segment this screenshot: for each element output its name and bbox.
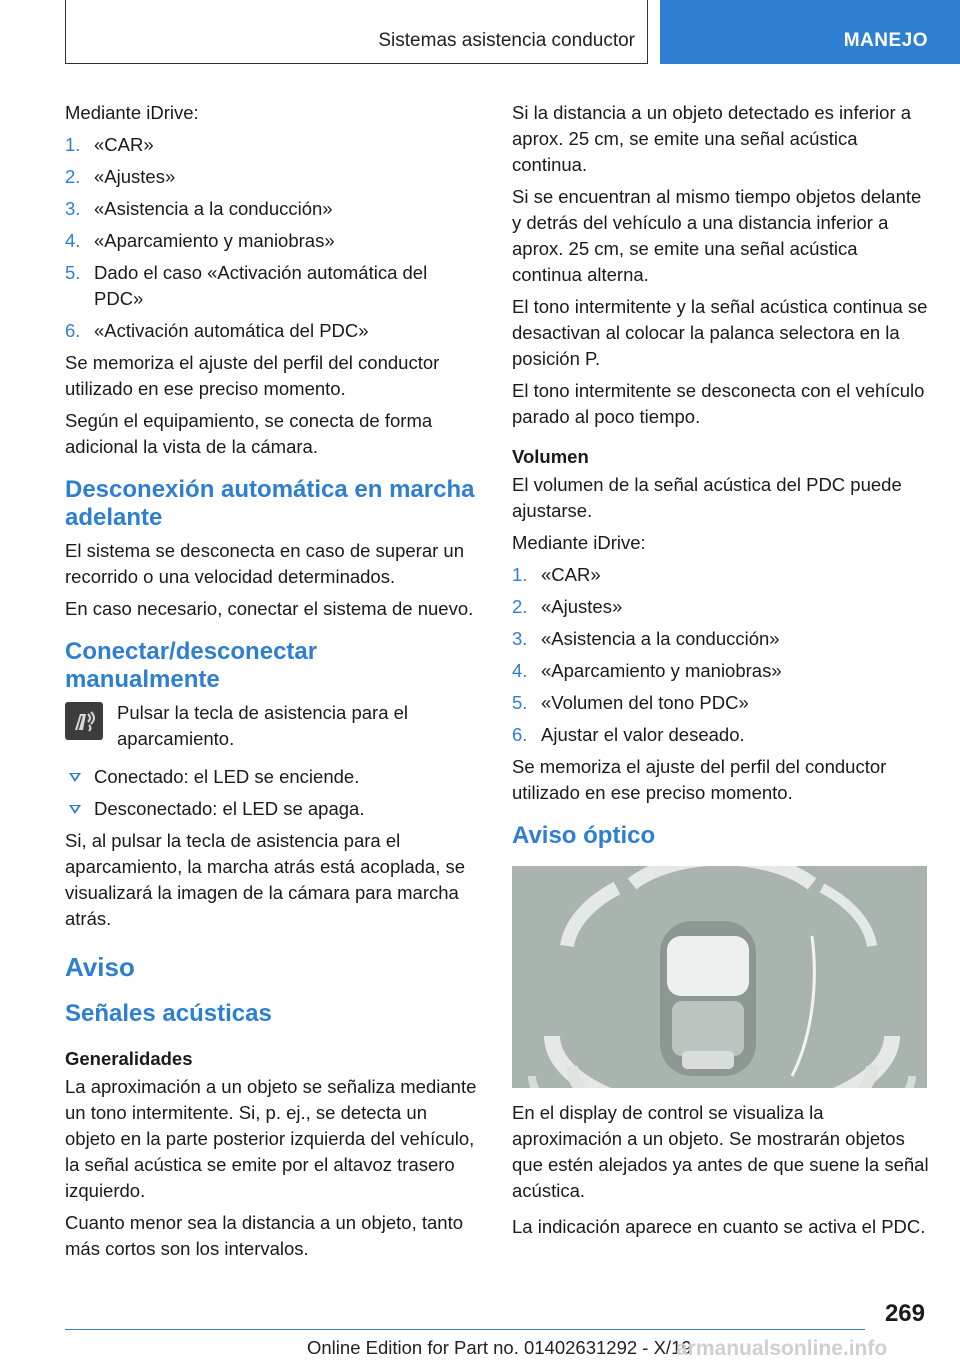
step-number: 4. (512, 660, 528, 681)
step-number: 6. (65, 320, 81, 341)
list-item (512, 626, 930, 652)
volume-text: El volumen de la señal acústica del PDC puede ajustarse. (512, 474, 902, 521)
display-text: En el display de control se visualiza la aproximación a un objeto. Se mostrarán objetos que estén alejados ya antes de que suene la señal acústica. (512, 1102, 929, 1201)
step-text: «Aparcamiento y maniobras» (94, 230, 335, 251)
heading-optic-warning: Aviso óptico (512, 822, 656, 849)
general-text-1: La aproximación a un objeto se señaliza mediante un tono intermitente. Si, p. ej., se detecta un objeto en la parte posterior izquierda del vehículo, la señal acústica se emite por el altavoz trasero izquierdo. (65, 1076, 477, 1201)
auto-off-text-2: En caso necesario, conectar el sistema de nuevo. (65, 598, 474, 619)
step-number: 2. (512, 596, 528, 617)
list-item (512, 562, 930, 588)
bullet-text: Conectado: el LED se enciende. (94, 766, 360, 787)
step-text: «Asistencia a la conducción» (541, 628, 780, 649)
step-number: 1. (65, 134, 81, 155)
bullet-text: Desconectado: el LED se apaga. (94, 798, 365, 819)
list-item (65, 228, 477, 254)
heading-manual: Conectar/desconectar manualmente (65, 638, 318, 693)
header-section-box (65, 0, 648, 64)
intro-idrive: Mediante iDrive: (65, 102, 199, 123)
volume-steps (512, 562, 930, 748)
list-item (512, 594, 930, 620)
step-text: «Ajustes» (94, 166, 176, 187)
step-number: 5. (512, 692, 528, 713)
button-instruction-text: Pulsar la tecla de asistencia para el aparcamiento. (117, 702, 409, 749)
heading-aviso: Aviso (65, 952, 135, 982)
heading-general: Generalidades (65, 1048, 193, 1069)
auto-off-text-1: El sistema se desconecta en caso de superar un recorrido o una velocidad determinados. (65, 540, 465, 587)
list-item (65, 318, 477, 344)
parking-assist-button-icon (65, 702, 103, 740)
heading-acoustic-signals: Señales acústicas (65, 1000, 272, 1027)
page-number: 269 (884, 1300, 925, 1327)
tone-off-text: El tono intermitente y la señal acústica continua se desactivan al colocar la palanca selectora en la posición P. (512, 296, 928, 369)
triangle-bullet-icon (69, 773, 81, 782)
indication-text: La indicación aparece en cuanto se activa el PDC. (512, 1216, 926, 1237)
heading-auto-off: Desconexión automática en marcha adelante (65, 476, 475, 531)
list-item (65, 164, 477, 190)
step-number: 4. (65, 230, 81, 251)
left-column (65, 100, 477, 1268)
step-text: «Activación automática del PDC» (94, 320, 369, 341)
footer-divider (65, 1329, 865, 1330)
list-item (65, 260, 477, 312)
general-text-2: Cuanto menor sea la distancia a un objeto, tanto más cortos son los intervalos. (65, 1212, 464, 1259)
step-number: 2. (65, 166, 81, 187)
distance-text-2: Si se encuentran al mismo tiempo objetos delante y detrás del vehículo a una distancia inferior a aprox. 25 cm, se emite una señal acústica continua alterna. (512, 186, 922, 285)
list-item (65, 764, 477, 790)
step-number: 1. (512, 564, 528, 585)
step-text: «Asistencia a la conducción» (94, 198, 333, 219)
button-instruction (65, 700, 477, 752)
right-column (512, 100, 930, 1246)
list-item (512, 690, 930, 716)
footer-edition: Online Edition for Part no. 01402631292 - X/19 (307, 1337, 692, 1358)
intro-idrive: Mediante iDrive: (512, 532, 646, 553)
step-number: 6. (512, 724, 528, 745)
watermark: armanualsonline.info (676, 1337, 888, 1360)
heading-volume: Volumen (512, 446, 589, 467)
memorize-note: Se memoriza el ajuste del perfil del conductor utilizado en ese preciso momento. (512, 756, 887, 803)
reverse-camera-text: Si, al pulsar la tecla de asistencia para el aparcamiento, la marcha atrás está acoplada, se visualizará la imagen de la cámara para marcha atrás. (65, 830, 466, 929)
chapter-tab-label: MANEJO (843, 30, 928, 51)
step-text: «Aparcamiento y maniobras» (541, 660, 782, 681)
distance-text-1: Si la distancia a un objeto detectado es inferior a aprox. 25 cm, se emite una señal acústica continua. (512, 102, 912, 175)
list-item (65, 796, 477, 822)
led-status-list (65, 764, 477, 822)
step-number: 3. (65, 198, 81, 219)
step-text: «Ajustes» (541, 596, 623, 617)
list-item (65, 196, 477, 222)
pdc-display-image (512, 866, 927, 1088)
step-text: Ajustar el valor deseado. (541, 724, 745, 745)
tone-stop-text: El tono intermitente se desconecta con el vehículo parado al poco tiempo. (512, 380, 925, 427)
step-text: Dado el caso «Activación automática del PDC» (94, 262, 428, 309)
memorize-note: Se memoriza el ajuste del perfil del conductor utilizado en ese preciso momento. (65, 352, 440, 399)
list-item (512, 658, 930, 684)
step-number: 5. (65, 262, 81, 283)
step-text: «CAR» (541, 564, 601, 585)
step-number: 3. (512, 628, 528, 649)
list-item (512, 722, 930, 748)
step-text: «Volumen del tono PDC» (541, 692, 749, 713)
step-text: «CAR» (94, 134, 154, 155)
equipment-note: Según el equipamiento, se conecta de forma adicional la vista de la cámara. (65, 410, 433, 457)
list-item (65, 132, 477, 158)
section-title: Sistemas asistencia conductor (378, 30, 635, 51)
chapter-tab[interactable] (660, 0, 960, 64)
pdc-activation-steps (65, 132, 477, 344)
triangle-bullet-icon (69, 805, 81, 814)
